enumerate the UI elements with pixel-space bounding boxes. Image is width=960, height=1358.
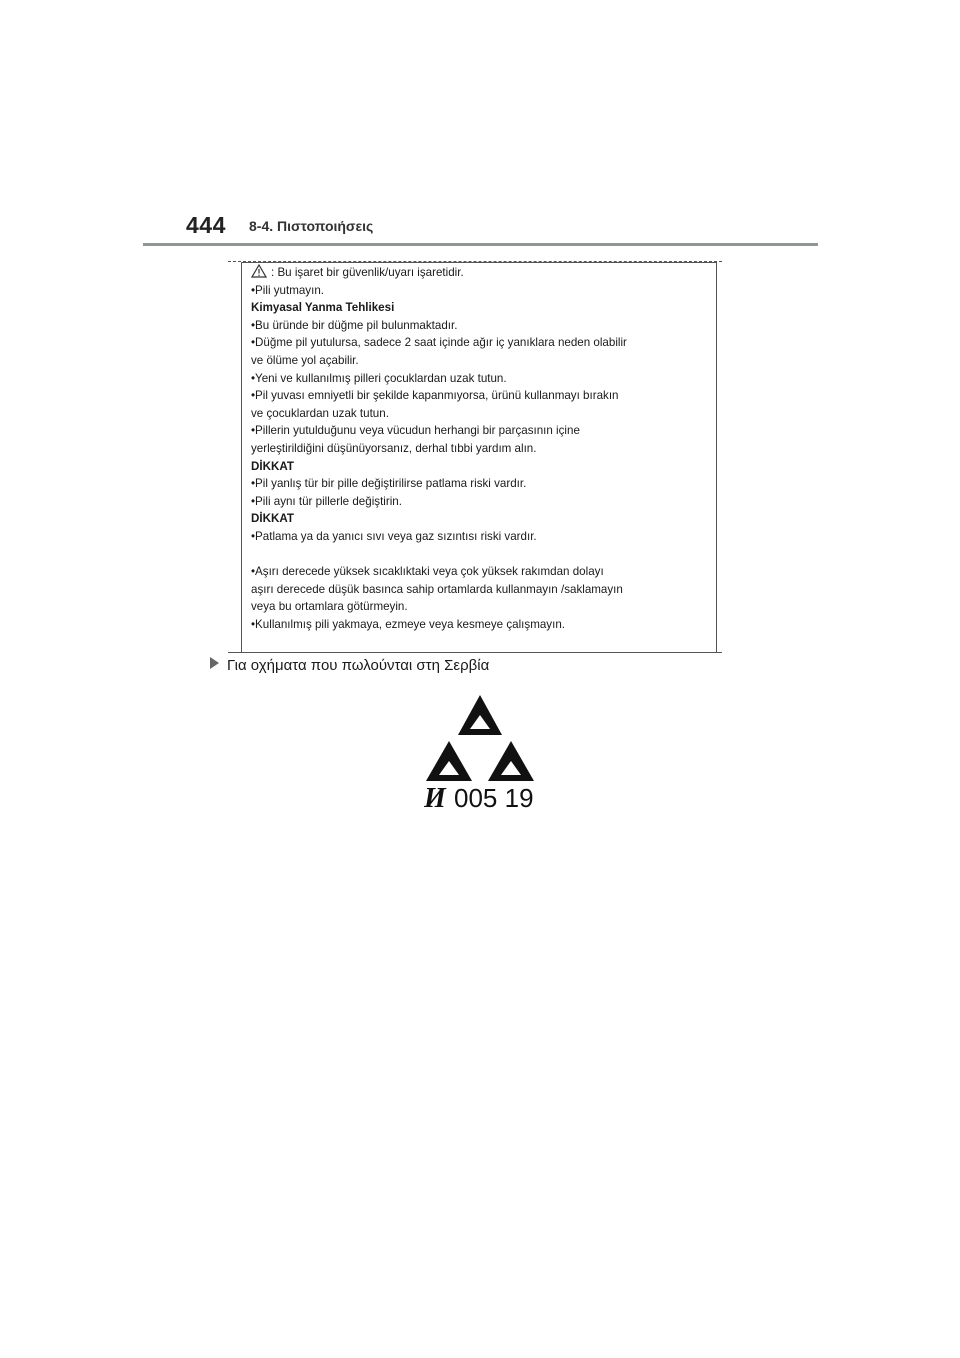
label-line bbox=[251, 563, 713, 581]
label-line-text: •Pil yuvası emniyetli bir şekilde kapanmıyorsa, ürünü kullanmayı bırakın bbox=[251, 389, 619, 403]
label-line bbox=[251, 581, 713, 599]
label-line bbox=[251, 334, 713, 352]
label-line-text: DİKKAT bbox=[251, 459, 294, 473]
label-line-text: •Kullanılmış pili yakmaya, ezmeye veya kesmeye çalışmayın. bbox=[251, 617, 565, 631]
label-line-text: •Aşırı derecede yüksek sıcaklıktaki veya çok yüksek rakımdan dolayı bbox=[251, 565, 604, 579]
label-line bbox=[251, 299, 713, 317]
label-line bbox=[251, 387, 713, 405]
label-line bbox=[251, 493, 713, 511]
triangle-bullet-icon bbox=[210, 657, 219, 669]
label-line-text: •Pili aynı tür pillerle değiştirin. bbox=[251, 494, 402, 508]
label-line bbox=[251, 370, 713, 388]
label-bottom-line bbox=[228, 652, 722, 653]
label-line-text: •Düğme pil yutulursa, sadece 2 saat içinde ağır iç yanıklara neden olabilir bbox=[251, 336, 627, 350]
label-line bbox=[251, 510, 713, 528]
cert-code: 005 19 bbox=[454, 783, 534, 810]
label-line bbox=[251, 598, 713, 616]
label-line bbox=[251, 616, 713, 634]
label-line bbox=[251, 317, 713, 335]
label-line-text: ve çocuklardan uzak tutun. bbox=[251, 406, 389, 420]
label-line-text: DİKKAT bbox=[251, 512, 294, 526]
serbia-heading-text: Για οχήματα που πωλούνται στη Σερβία bbox=[227, 657, 490, 674]
label-line-text: aşırı derecede düşük basınca sahip ortamlarda kullanmayın /saklamayın bbox=[251, 582, 623, 596]
label-line-text: •Pili yutmayın. bbox=[251, 283, 324, 297]
label-line-text: •Patlama ya da yanıcı sıvı veya gaz sızıntısı riski vardır. bbox=[251, 529, 537, 543]
warning-triangle-icon bbox=[251, 264, 267, 278]
three-triangles-certification-icon bbox=[424, 695, 536, 810]
section-title: 8-4. Πιστοποιήσεις bbox=[249, 218, 374, 234]
header-divider bbox=[143, 243, 818, 246]
label-line-text: •Pil yanlış tür bir pille değiştirilirse patlama riski vardır. bbox=[251, 477, 527, 491]
page-number: 444 bbox=[186, 212, 226, 238]
label-line bbox=[251, 440, 713, 458]
label-line-text: •Bu üründe bir düğme pil bulunmaktadır. bbox=[251, 318, 458, 332]
label-line bbox=[251, 405, 713, 423]
label-line-text: : Bu işaret bir güvenlik/uyarı işaretidir. bbox=[271, 266, 464, 279]
label-line-text: •Yeni ve kullanılmış pilleri çocuklardan uzak tutun. bbox=[251, 371, 507, 385]
label-line-text: veya bu ortamlara götürmeyin. bbox=[251, 600, 408, 614]
label-line-text: •Pillerin yutulduğunu veya vücudun herhangi bir parçasının içine bbox=[251, 424, 580, 438]
label-line bbox=[251, 352, 713, 370]
label-line bbox=[251, 422, 713, 440]
label-line-text: ve ölüme yol açabilir. bbox=[251, 353, 359, 367]
label-line bbox=[251, 475, 713, 493]
serbia-heading bbox=[210, 657, 489, 674]
cert-letter: И bbox=[424, 783, 446, 810]
label-line bbox=[251, 282, 713, 300]
label-text-block bbox=[251, 264, 713, 633]
label-line bbox=[251, 264, 713, 282]
label-line-text: Kimyasal Yanma Tehlikesi bbox=[251, 301, 395, 315]
label-line bbox=[251, 458, 713, 476]
label-line-text: yerleştirildiğini düşünüyorsanız, derhal tıbbi yardım alın. bbox=[251, 441, 537, 455]
label-blank-line bbox=[251, 546, 713, 564]
label-line bbox=[251, 528, 713, 546]
